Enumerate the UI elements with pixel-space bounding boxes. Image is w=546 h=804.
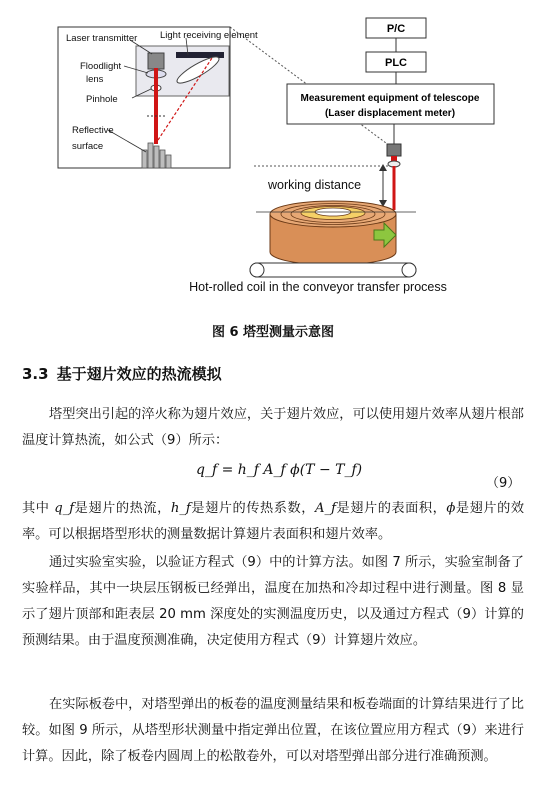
label-light-receiving-element: Light receiving element <box>160 30 258 41</box>
formula-9: q_f = h_f A_f ϕ(T − T_f) <box>196 462 363 478</box>
symbol-phi: ϕ <box>446 501 456 516</box>
plc-label: PLC <box>385 57 407 69</box>
measurement-label-line2: (Laser displacement meter) <box>324 108 456 119</box>
label-laser-transmitter: Laser transmitter <box>66 33 138 44</box>
telescope-sensor <box>387 144 401 156</box>
measurement-label-line1: Measurement equipment of telescope <box>300 93 480 104</box>
paragraph-3: 通过实验室实验，以验证方程式（9）中的计算方法。如图 7 所示，实验室制备了实验样品，其中一块层压钢板已经弹出，温度在加热和冷却过程中进行测量。图 8 显示了翅片顶部和距表层 20 mm 深度处的实测温度历史，以及通过方程式（9）计算的预测结果。由于温度预测准确，决定使用方程式（9）计算翅片效应。 <box>22 555 524 648</box>
label-lens: lens <box>86 74 104 85</box>
label-floodlight: Floodlight <box>80 61 122 72</box>
symbol-hf: h_f <box>170 501 191 516</box>
label-working-distance: working distance <box>268 178 362 192</box>
section-title: 基于翅片效应的热流模拟 <box>56 365 222 383</box>
p2-text-a: 是翅片的热流， <box>74 501 171 516</box>
label-coil-caption: Hot-rolled coil in the conveyor transfer process <box>189 280 447 294</box>
label-reflective: Reflective <box>72 125 114 136</box>
conveyor <box>250 263 416 277</box>
p2-text-b: 是翅片的传热系数， <box>190 501 315 516</box>
paragraph-2 <box>22 496 524 548</box>
symbol-qf: q_f <box>54 501 75 516</box>
figure-caption: 图 6 塔型测量示意图 <box>211 325 335 340</box>
label-surface: surface <box>72 141 104 152</box>
laser-beam <box>154 68 158 144</box>
section-number: 3.3 <box>22 365 49 383</box>
p2-text-c: 是翅片的表面积， <box>335 501 447 516</box>
figure-diagram <box>0 0 546 315</box>
p2-prefix: 其中 <box>22 501 50 516</box>
telescope-beam <box>393 166 396 210</box>
label-pinhole: Pinhole <box>86 94 118 105</box>
symbol-af: A_f <box>314 501 336 516</box>
p2-text-d: 是翅片的效率。可以根据塔型形状的测量数据计算翅片表面积和翅片效率。 <box>22 501 525 542</box>
laser-emitter-block <box>148 53 164 69</box>
equation-number: （9） <box>486 476 521 491</box>
paragraph-1: 塔型突出引起的淬火称为翅片效应，关于翅片效应，可以使用翅片效率从翅片根部温度计算热流，如公式（9）所示： <box>22 407 524 448</box>
pc-label: P/C <box>386 23 406 35</box>
section-heading <box>22 363 222 384</box>
paragraph-4: 在实际板卷中，对塔型弹出的板卷的温度测量结果和板卷端面的计算结果进行了比较。如图 9 所示，从塔型形状测量中指定弹出位置，在该位置应用方程式（9）来进行计算。因此，除了板卷内圆周上的松散卷外，可以对塔型弹出部分进行准确预测。 <box>22 697 524 764</box>
